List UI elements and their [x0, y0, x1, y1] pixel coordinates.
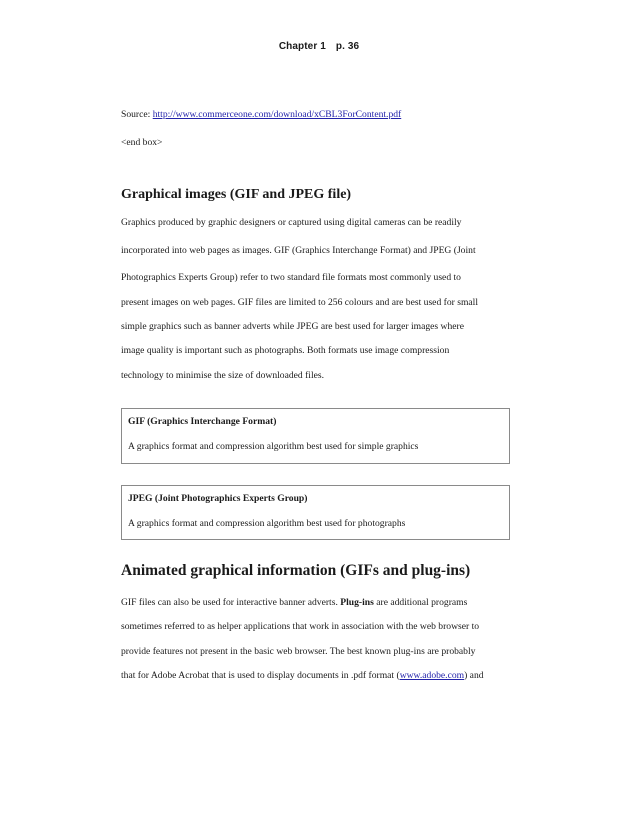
paragraph-line: present images on web pages. GIF files are limited to 256 colours and are best used for small — [121, 297, 479, 308]
chapter-label: Chapter 1 — [278, 41, 326, 52]
text-run: GIF files can also be used for interactive banner adverts. — [121, 597, 341, 608]
paragraph-line: Graphics produced by graphic designers or captured using digital cameras can be readily — [121, 217, 462, 228]
section-heading-animated-graphics: Animated graphical information (GIFs and plug-ins) — [121, 562, 471, 579]
source-line — [121, 109, 401, 120]
source-prefix: Source: — [121, 109, 153, 120]
paragraph-line: technology to minimise the size of downloaded files. — [121, 370, 325, 381]
page-header — [0, 41, 638, 52]
end-box-marker: <end box> — [121, 137, 163, 148]
source-link[interactable]: http://www.commerceone.com/download/xCBL3ForContent.pdf — [152, 109, 402, 120]
definition-description: A graphics format and compression algorithm best used for simple graphics — [128, 441, 419, 452]
paragraph-line: provide features not present in the basic web browser. The best known plug-ins are probably — [121, 646, 476, 657]
paragraph-line: simple graphics such as banner adverts while JPEG are best used for larger images where — [121, 321, 464, 332]
text-run: that for Adobe Acrobat that is used to display documents in .pdf format ( — [121, 670, 400, 681]
section-heading-graphical-images: Graphical images (GIF and JPEG file) — [121, 187, 352, 202]
paragraph-line: incorporated into web pages as images. GIF (Graphics Interchange Format) and JPEG (Joint — [121, 245, 476, 256]
paragraph-line: Photographics Experts Group) refer to two standard file formats most commonly used to — [121, 272, 461, 283]
paragraph-line: image quality is important such as photographs. Both formats use image compression — [121, 345, 450, 356]
definition-box-gif — [121, 408, 510, 464]
paragraph-line: sometimes referred to as helper applications that work in association with the web browser to — [121, 621, 480, 632]
text-run: are additional programs — [373, 597, 468, 608]
text-run: ) and — [464, 670, 484, 681]
paragraph-line — [121, 597, 467, 608]
definition-box-jpeg — [121, 485, 510, 540]
definition-description: A graphics format and compression algorithm best used for photographs — [128, 518, 406, 529]
page-number: p. 36 — [335, 41, 360, 52]
definition-title: JPEG (Joint Photographics Experts Group) — [128, 493, 308, 504]
paragraph-line — [121, 670, 484, 681]
term-plug-ins: Plug-ins — [340, 597, 374, 608]
definition-title: GIF (Graphics Interchange Format) — [128, 416, 277, 427]
adobe-link[interactable]: www.adobe.com — [399, 670, 465, 681]
